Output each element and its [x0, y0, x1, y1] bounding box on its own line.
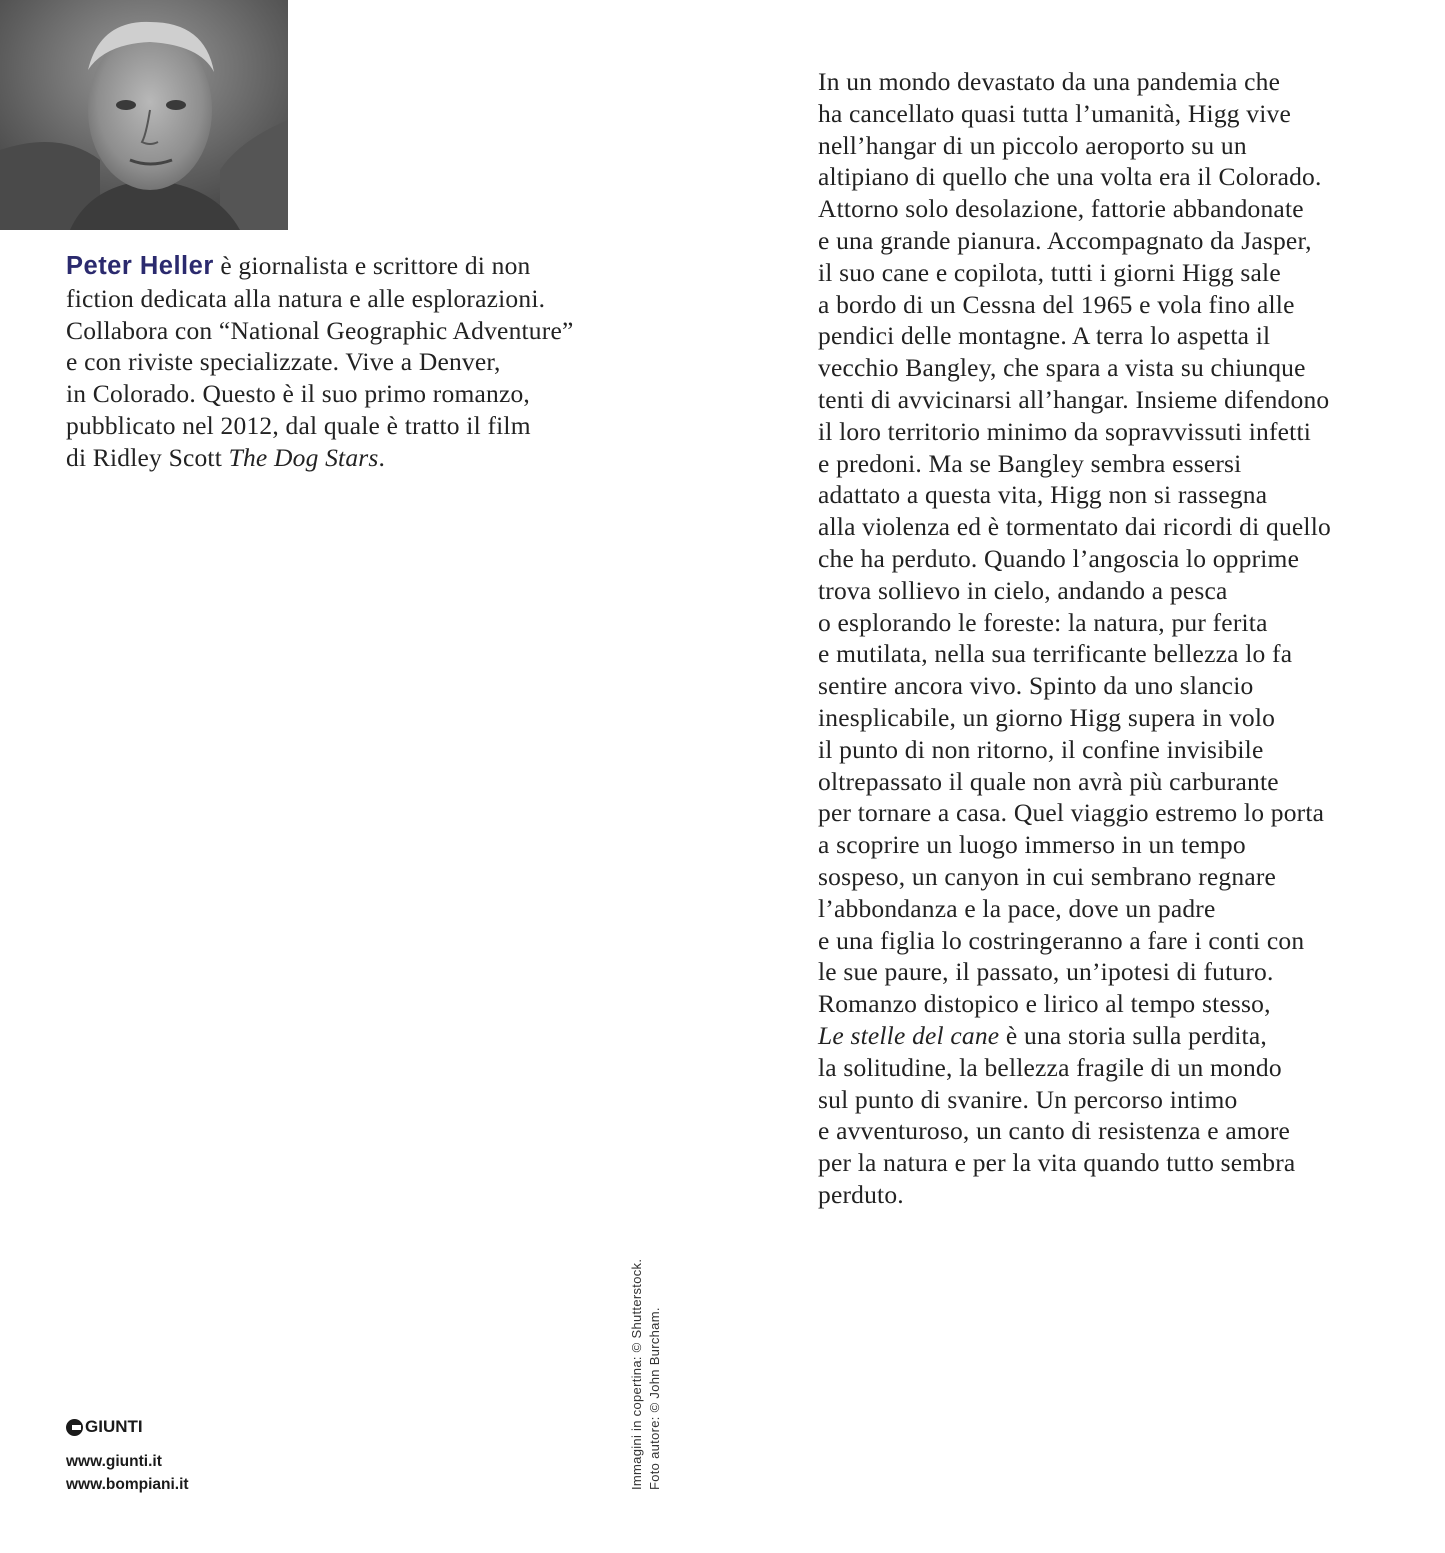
blurb-line: trova sollievo in cielo, andando a pesca	[818, 575, 1228, 605]
film-title: The Dog Stars	[228, 442, 379, 472]
blurb-line: il suo cane e copilota, tutti i giorni Higg sale	[818, 257, 1281, 287]
bio-line: Peter Heller è giornalista e scrittore di non	[66, 251, 531, 280]
blurb-line: e una figlia lo costringeranno a fare i conti con	[818, 925, 1305, 955]
giunti-logo-icon	[66, 1419, 83, 1436]
blurb-line: oltrepassato il quale non avrà più carburante	[818, 766, 1279, 796]
author-bio	[66, 250, 626, 474]
blurb-line: sul punto di svanire. Un percorso intimo	[818, 1084, 1238, 1114]
blurb-line: o esplorando le foreste: la natura, pur ferita	[818, 607, 1268, 637]
blurb-paragraph-a	[818, 66, 1418, 1020]
author-photo-credit: Foto autore: © John Burcham.	[647, 1307, 662, 1490]
blurb-line: il loro territorio minimo da sopravvissuti infetti	[818, 416, 1312, 446]
website-link[interactable]: www.bompiani.it	[66, 1476, 189, 1493]
image-credits	[628, 1259, 664, 1490]
blurb-line: ha cancellato quasi tutta l’umanità, Higg vive	[818, 98, 1292, 128]
blurb-line: e una grande pianura. Accompagnato da Jasper,	[818, 225, 1312, 255]
blurb-line: l’abbondanza e la pace, dove un padre	[818, 893, 1216, 923]
blurb-line: a bordo di un Cessna del 1965 e vola fino alle	[818, 289, 1295, 319]
blurb-line: e avventuroso, un canto di resistenza e amore	[818, 1116, 1291, 1146]
blurb-line: sentire ancora vivo. Spinto da uno slancio	[818, 671, 1254, 701]
blurb-line: pendici delle montagne. A terra lo aspetta il	[818, 321, 1271, 351]
book-blurb	[818, 66, 1418, 1211]
blurb-line: perduto.	[818, 1179, 904, 1209]
blurb-line: vecchio Bangley, che spara a vista su chiunque	[818, 353, 1306, 383]
blurb-line: e predoni. Ma se Bangley sembra essersi	[818, 448, 1242, 478]
blurb-line: In un mondo devastato da una pandemia che	[818, 67, 1281, 96]
blurb-line: a scoprire un luogo immerso in un tempo	[818, 830, 1246, 860]
bio-line: di Ridley Scott The Dog Stars.	[66, 442, 386, 472]
author-name: Peter Heller	[66, 252, 214, 280]
book-title: Le stelle del cane	[818, 1020, 1000, 1050]
bio-line: in Colorado. Questo è il suo primo romanzo,	[66, 379, 530, 409]
website-link[interactable]: www.giunti.it	[66, 1453, 162, 1470]
cover-image-credit: Immagini in copertina: © Shutterstock.	[629, 1258, 644, 1490]
author-portrait-image	[0, 0, 288, 230]
publisher-logo	[66, 1417, 143, 1437]
blurb-line: e mutilata, nella sua terrificante bellezza lo fa	[818, 639, 1293, 669]
bio-line: Collabora con “National Geographic Adventure”	[66, 315, 574, 345]
blurb-line: Attorno solo desolazione, fattorie abbandonate	[818, 194, 1304, 224]
blurb-paragraph-b	[818, 1052, 1418, 1211]
blurb-line: tenti di avvicinarsi all’hangar. Insieme difendono	[818, 384, 1330, 414]
bio-line: pubblicato nel 2012, dal quale è tratto il film	[66, 410, 531, 440]
blurb-line: le sue paure, il passato, un’ipotesi di futuro.	[818, 957, 1274, 987]
publisher-websites	[66, 1450, 189, 1496]
blurb-line: inesplicabile, un giorno Higg supera in volo	[818, 702, 1276, 732]
blurb-line: per tornare a casa. Quel viaggio estremo lo porta	[818, 798, 1325, 828]
blurb-line: che ha perduto. Quando l’angoscia lo opprime	[818, 543, 1300, 573]
blurb-line: Le stelle del cane è una storia sulla perdita,	[818, 1020, 1267, 1050]
bio-line: e con riviste specializzate. Vive a Denver,	[66, 347, 501, 377]
blurb-line: nell’hangar di un piccolo aeroporto su un	[818, 130, 1247, 160]
blurb-line: sospeso, un canyon in cui sembrano regnare	[818, 861, 1277, 891]
blurb-line: Romanzo distopico e lirico al tempo stesso,	[818, 989, 1271, 1019]
blurb-line: alla violenza ed è tormentato dai ricordi di quello	[818, 512, 1331, 542]
publisher-name: GIUNTI	[85, 1417, 143, 1436]
blurb-line: altipiano di quello che una volta era il Colorado.	[818, 162, 1322, 192]
blurb-line: per la natura e per la vita quando tutto sembra	[818, 1148, 1296, 1178]
blurb-line: la solitudine, la bellezza fragile di un mondo	[818, 1052, 1282, 1082]
blurb-line: il punto di non ritorno, il confine invisibile	[818, 734, 1264, 764]
bio-line: fiction dedicata alla natura e alle esplorazioni.	[66, 283, 546, 313]
blurb-line: adattato a questa vita, Higg non si rassegna	[818, 480, 1268, 510]
author-photo	[0, 0, 288, 230]
